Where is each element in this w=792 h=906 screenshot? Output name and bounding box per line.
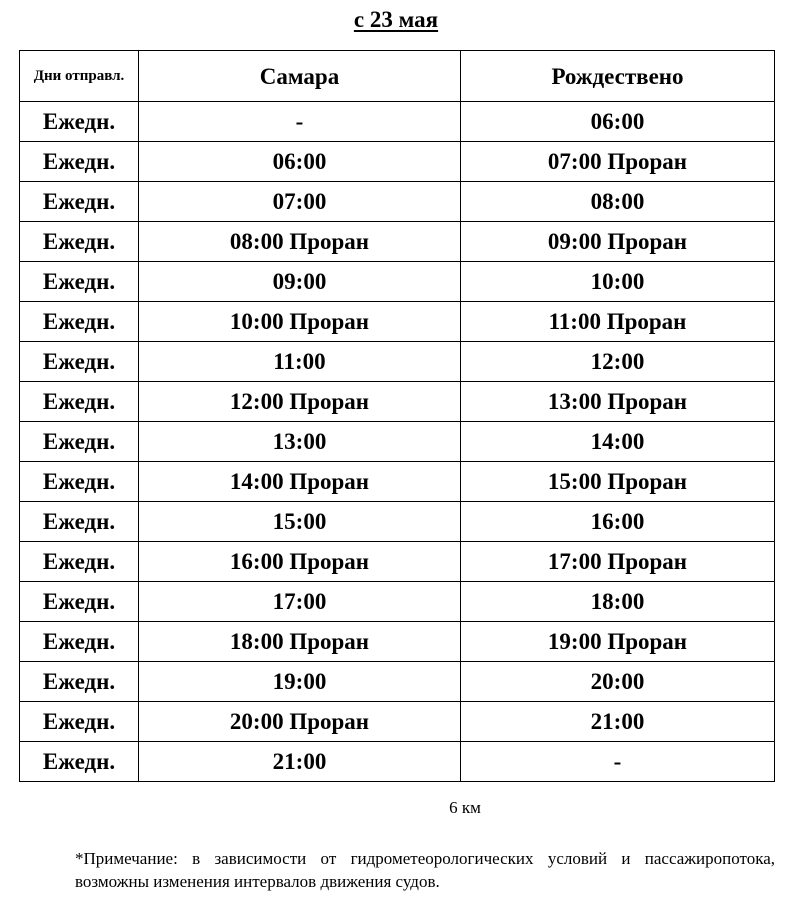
cell-days: Ежедн. (20, 542, 139, 582)
cell-samara: 19:00 (139, 662, 461, 702)
distance-label: 6 км (449, 798, 481, 817)
cell-rozhdestveno: 11:00 Проран (461, 302, 775, 342)
cell-rozhdestveno: - (461, 742, 775, 782)
cell-samara: 21:00 (139, 742, 461, 782)
table-row (20, 382, 775, 422)
table-row (20, 622, 775, 662)
cell-days: Ежедн. (20, 622, 139, 662)
cell-days: Ежедн. (20, 262, 139, 302)
cell-rozhdestveno: 16:00 (461, 502, 775, 542)
cell-samara: 16:00 Проран (139, 542, 461, 582)
table-row (20, 542, 775, 582)
schedule-table (19, 50, 775, 782)
cell-samara: 07:00 (139, 182, 461, 222)
cell-rozhdestveno: 17:00 Проран (461, 542, 775, 582)
cell-rozhdestveno: 21:00 (461, 702, 775, 742)
cell-samara: 18:00 Проран (139, 622, 461, 662)
cell-days: Ежедн. (20, 462, 139, 502)
cell-rozhdestveno: 08:00 (461, 182, 775, 222)
cell-days: Ежедн. (20, 742, 139, 782)
cell-rozhdestveno: 20:00 (461, 662, 775, 702)
page-title (0, 6, 792, 34)
table-row (20, 462, 775, 502)
table-row (20, 742, 775, 782)
cell-samara: 11:00 (139, 342, 461, 382)
footnote: *Примечание: в зависимости от гидрометеорологических условий и пассажиропотока, возможны изменения интервалов движения судов. (75, 849, 775, 891)
cell-days: Ежедн. (20, 142, 139, 182)
schedule-body (20, 102, 775, 782)
table-row (20, 422, 775, 462)
table-row (20, 502, 775, 542)
cell-rozhdestveno: 18:00 (461, 582, 775, 622)
cell-rozhdestveno: 09:00 Проран (461, 222, 775, 262)
cell-rozhdestveno: 15:00 Проран (461, 462, 775, 502)
cell-days: Ежедн. (20, 182, 139, 222)
table-row (20, 182, 775, 222)
cell-rozhdestveno: 12:00 (461, 342, 775, 382)
cell-rozhdestveno: 07:00 Проран (461, 142, 775, 182)
cell-days: Ежедн. (20, 102, 139, 142)
cell-days: Ежедн. (20, 222, 139, 262)
cell-rozhdestveno: 13:00 Проран (461, 382, 775, 422)
cell-days: Ежедн. (20, 382, 139, 422)
cell-samara: 20:00 Проран (139, 702, 461, 742)
table-row (20, 342, 775, 382)
cell-rozhdestveno: 10:00 (461, 262, 775, 302)
cell-days: Ежедн. (20, 582, 139, 622)
cell-days: Ежедн. (20, 342, 139, 382)
cell-samara: - (139, 102, 461, 142)
cell-samara: 14:00 Проран (139, 462, 461, 502)
page-title-text: с 23 мая (353, 7, 439, 32)
cell-rozhdestveno: 19:00 Проран (461, 622, 775, 662)
cell-samara: 10:00 Проран (139, 302, 461, 342)
header-samara: Самара (139, 51, 461, 102)
table-row (20, 662, 775, 702)
table-row (20, 702, 775, 742)
cell-samara: 13:00 (139, 422, 461, 462)
table-row (20, 102, 775, 142)
cell-rozhdestveno: 06:00 (461, 102, 775, 142)
table-row (20, 222, 775, 262)
cell-samara: 17:00 (139, 582, 461, 622)
cell-samara: 08:00 Проран (139, 222, 461, 262)
cell-samara: 09:00 (139, 262, 461, 302)
cell-days: Ежедн. (20, 502, 139, 542)
cell-samara: 06:00 (139, 142, 461, 182)
table-row (20, 302, 775, 342)
cell-days: Ежедн. (20, 662, 139, 702)
header-days: Дни отправл. (20, 51, 139, 102)
table-header-row (20, 51, 775, 102)
cell-rozhdestveno: 14:00 (461, 422, 775, 462)
cell-days: Ежедн. (20, 302, 139, 342)
cell-days: Ежедн. (20, 422, 139, 462)
cell-samara: 12:00 Проран (139, 382, 461, 422)
table-row (20, 582, 775, 622)
table-row (20, 262, 775, 302)
cell-samara: 15:00 (139, 502, 461, 542)
header-rozhdestveno: Рождествено (461, 51, 775, 102)
cell-days: Ежедн. (20, 702, 139, 742)
table-row (20, 142, 775, 182)
